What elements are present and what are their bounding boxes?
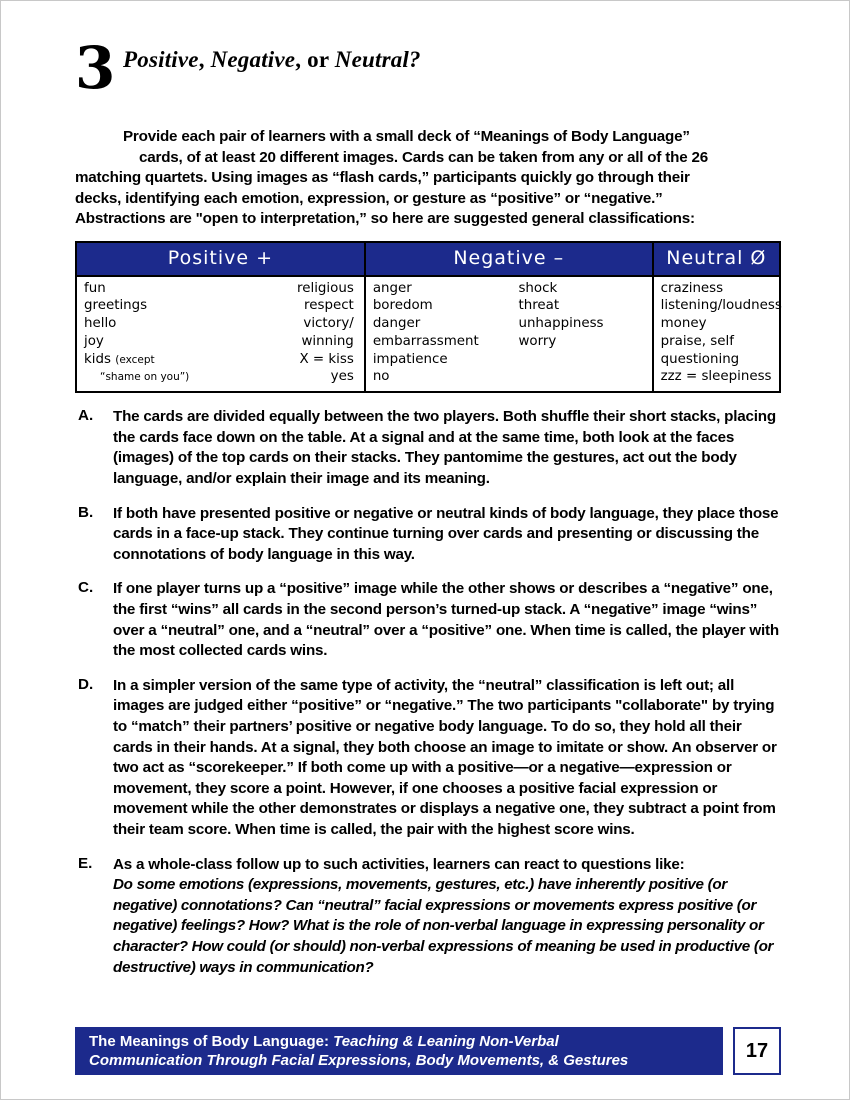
list-item <box>75 504 781 566</box>
intro-line-3: matching quartets. Using images as “flash cards,” participants quickly go through their <box>75 169 690 186</box>
page-title <box>123 47 421 73</box>
page-footer <box>75 1027 781 1075</box>
title-word-positive: Positive <box>123 47 199 72</box>
positive-item: yes <box>330 369 354 385</box>
list-item-letter: B. <box>78 503 94 521</box>
list-item-text: As a whole-class follow up to such activities, learners can react to questions like: <box>113 855 685 873</box>
negative-item: unhappiness <box>518 316 604 332</box>
cell-negative <box>365 276 653 392</box>
positive-item: greetings <box>84 298 148 314</box>
neutral-item: praise, self <box>660 333 734 349</box>
neutral-item: zzz = sleepiness <box>660 369 772 385</box>
page-number: 17 <box>733 1027 781 1075</box>
positive-item: winning <box>301 333 354 349</box>
footer-subtitle-part2: Communication Through Facial Expressions, Body Movements, & Gestures <box>89 1052 629 1069</box>
footer-line-1 <box>89 1032 713 1051</box>
footer-title-bar <box>75 1027 723 1075</box>
negative-item: anger <box>372 280 412 296</box>
column-header-neutral: Neutral Ø <box>653 243 779 276</box>
negative-item: embarrassment <box>372 333 479 349</box>
column-header-negative: Negative – <box>365 243 653 276</box>
neutral-item: questioning <box>660 351 740 367</box>
positive-item: fun <box>84 280 106 296</box>
positive-item: X = kiss <box>299 351 354 367</box>
positive-item-kids-label: kids <box>84 351 111 367</box>
intro-paragraph <box>75 127 781 230</box>
footer-book-title: The Meanings of Body Language: <box>89 1033 330 1050</box>
negative-item: no <box>372 369 390 385</box>
column-header-positive: Positive + <box>77 243 365 276</box>
negative-item: shock <box>518 280 558 296</box>
cell-neutral <box>653 276 782 392</box>
positive-item-kids <box>84 351 219 370</box>
positive-item: hello <box>84 316 117 332</box>
list-item-text-wrap <box>113 855 781 979</box>
list-item-text: If one player turns up a “positive” image while the other shows or describes a “negative” one, the first “wins” all cards in the second person’s turned-up stack. A “negative” image “wins” over a “neutral” one, and a “neutral” over a “positive” one. When time is called, the player with the most collected cards wins. <box>113 580 779 660</box>
list-item <box>75 579 781 661</box>
positive-item: joy <box>84 333 104 349</box>
kids-note-2: “shame on you”) <box>100 371 190 384</box>
classification-table <box>75 241 781 394</box>
title-word-negative: Negative <box>210 47 296 72</box>
intro-line-2: cards, of at least 20 different images. Cards can be taken from any or all of the 26 <box>139 148 708 166</box>
title-sep-2: , or <box>295 47 335 72</box>
instruction-list <box>75 407 781 978</box>
negative-item: worry <box>518 333 557 349</box>
neutral-item: listening/loudness <box>660 298 782 314</box>
footer-subtitle-part1: Teaching & Leaning Non-Verbal <box>329 1033 559 1050</box>
positive-item: respect <box>304 298 354 314</box>
page-content <box>75 34 782 992</box>
table-row <box>77 276 779 392</box>
list-item-letter: C. <box>78 579 94 597</box>
list-item-letter: E. <box>78 854 93 872</box>
list-item-text: The cards are divided equally between the two players. Both shuffle their short stacks, placing the cards face down on the table. At a signal and at the same time, both look at the faces (images) of the top cards on their stacks. They pantomime the gestures, act out the body language, and/or explain their image and its meaning. <box>113 408 776 488</box>
negative-item: boredom <box>372 298 433 314</box>
cell-positive <box>77 276 365 392</box>
intro-line-1: Provide each pair of learners with a small deck of “Meanings of Body Language” <box>123 128 690 145</box>
negative-item: danger <box>372 316 421 332</box>
list-item-letter: D. <box>78 675 94 693</box>
section-heading <box>75 34 781 102</box>
negative-item: threat <box>518 298 560 314</box>
list-item-letter: A. <box>78 407 94 425</box>
intro-line-4: decks, identifying each emotion, expression, or gesture as “positive” or “negative.” <box>75 189 663 207</box>
intro-line-5: Abstractions are "open to interpretation,” so here are suggested general classifications: <box>75 210 695 227</box>
list-item <box>75 407 781 489</box>
footer-line-2 <box>89 1051 713 1070</box>
negative-item: impatience <box>372 351 448 367</box>
list-item <box>75 676 781 841</box>
list-item <box>75 855 781 979</box>
table-header-row <box>77 243 779 276</box>
list-item-question-block: Do some emotions (expressions, movements, gestures, etc.) have inherently positive (or negative) connotations? Can “neutral” facial expressions or movements express positive (or negative) feelings? How? What is the role of non-verbal language in expressing personality or character? How could (or should) non-verbal expressions of meaning be used in productive (or destructive) ways in communication? <box>113 876 774 976</box>
list-item-text: If both have presented positive or negative or neutral kinds of body language, they place those cards in a face-up stack. They continue turning over cards and presenting or discussing the connotations of body language in this way. <box>113 504 779 563</box>
title-sep-1: , <box>198 47 211 72</box>
kids-note: (except <box>115 353 155 366</box>
title-word-neutral: Neutral? <box>334 47 421 72</box>
neutral-item: craziness <box>660 280 724 296</box>
neutral-item: money <box>660 316 707 332</box>
list-item-text: In a simpler version of the same type of activity, the “neutral” classification is left out; all images are judged either “positive” or “negative.” The two participants "collaborate" by trying to “match” their partners’ positive or negative body language. To do so, they hold all their cards in their hands. At a signal, they both choose an image to imitate or show. An observer or two act as “scorekeeper.” If both come up with a positive—or a negative—expression or movement, they score a point. However, if one chooses a positive facial expression or movement while the other demonstrates or displays a negative one, they subtract a point from their team score. When time is called, the pair with the highest score wins. <box>113 676 777 838</box>
positive-item: victory/ <box>303 316 354 332</box>
section-number: 3 <box>75 34 114 102</box>
positive-item: religious <box>297 280 354 296</box>
